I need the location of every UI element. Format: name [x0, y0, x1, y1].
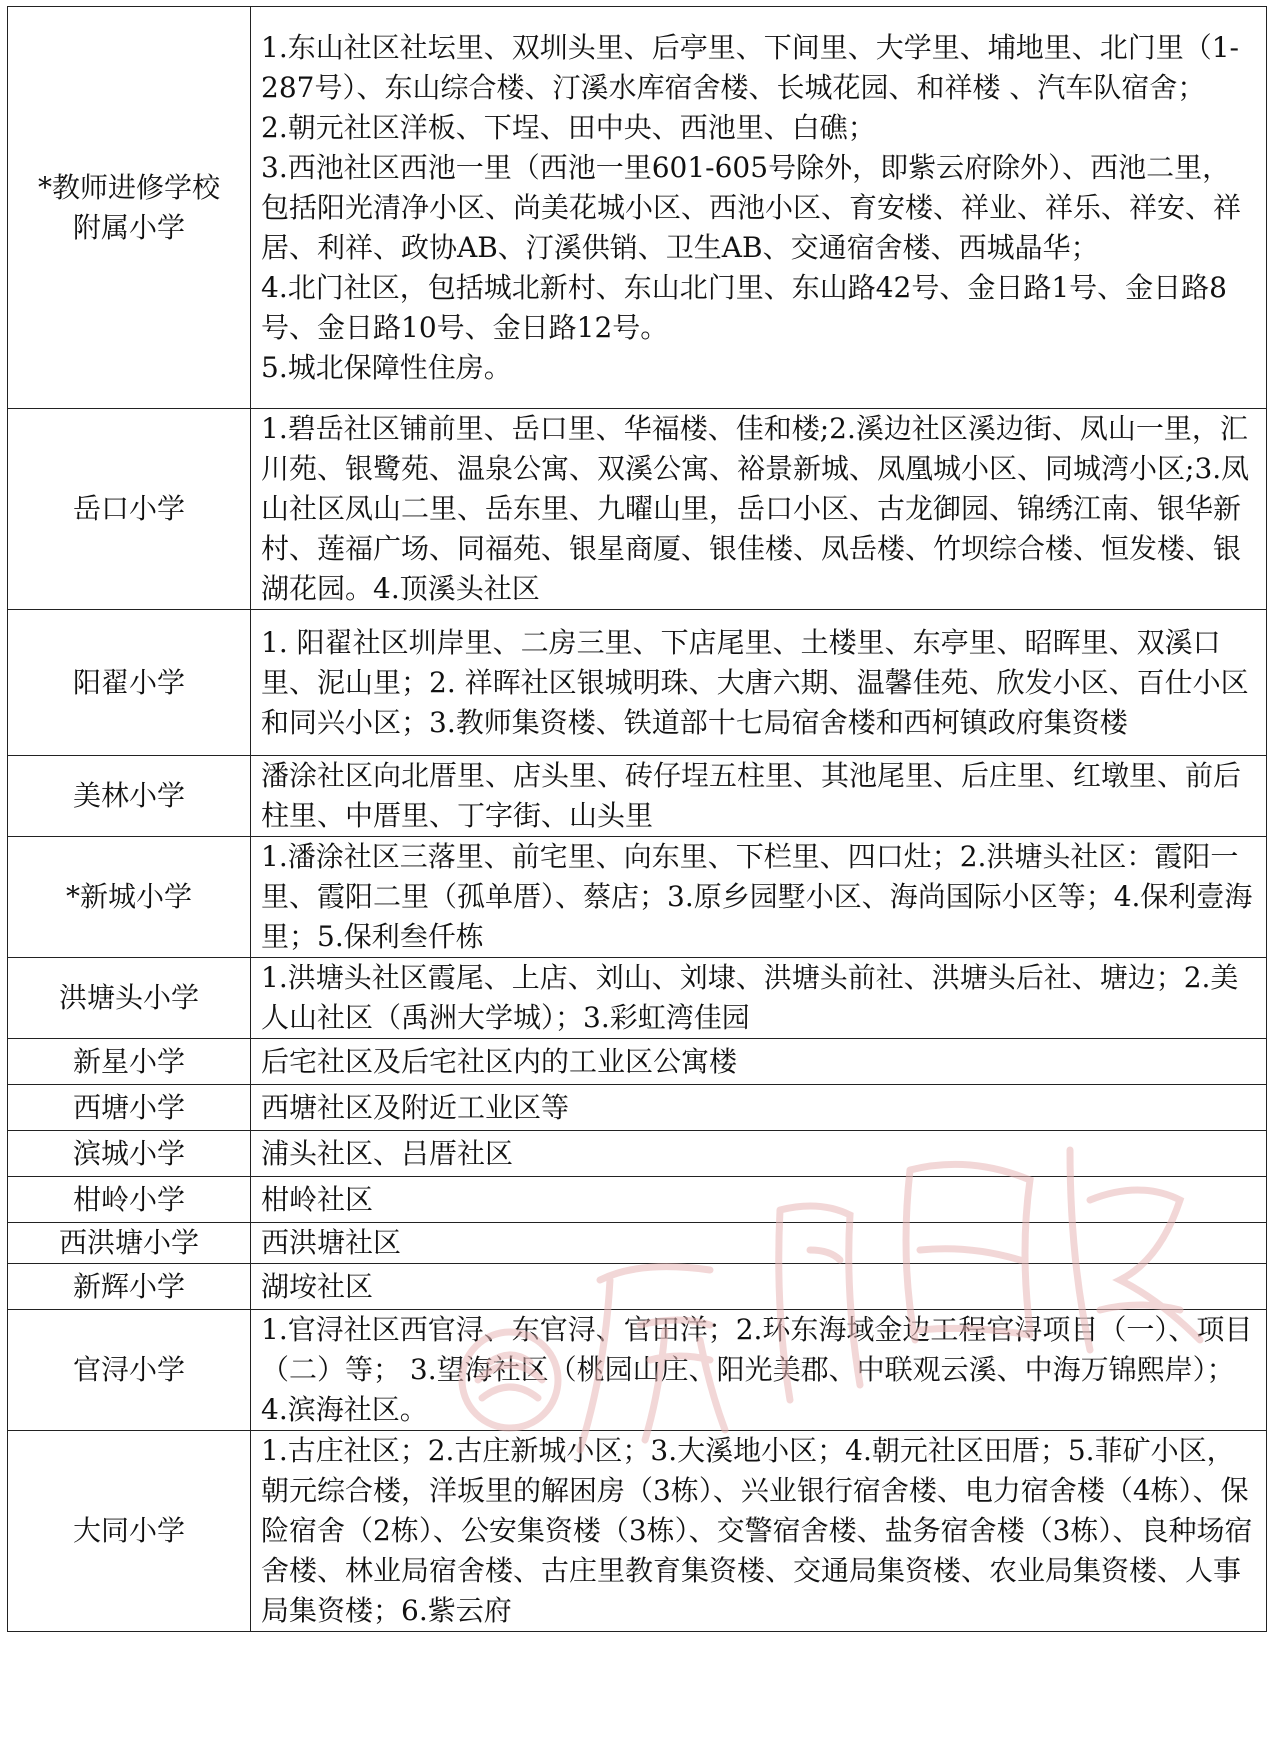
school-name-cell: *教师进修学校附属小学: [8, 7, 251, 409]
table-row: [8, 1264, 1267, 1310]
school-name-cell: 西洪塘小学: [8, 1223, 251, 1264]
service-area-cell: 后宅社区及后宅社区内的工业区公寓楼: [251, 1039, 1267, 1085]
service-area-cell: 西塘社区及附近工业区等: [251, 1085, 1267, 1131]
school-name-cell: 洪塘头小学: [8, 958, 251, 1039]
school-name-cell: 新星小学: [8, 1039, 251, 1085]
school-name-cell: *新城小学: [8, 837, 251, 958]
table-row: [8, 958, 1267, 1039]
table-row: [8, 610, 1267, 756]
school-name-cell: 美林小学: [8, 756, 251, 837]
school-name-cell: 滨城小学: [8, 1131, 251, 1177]
area-line: 2.朝元社区洋板、下埕、田中央、西池里、白礁；: [261, 110, 876, 144]
area-line: 5.城北保障性住房。: [261, 350, 512, 384]
table-row: [8, 1310, 1267, 1431]
service-area-cell: 1. 阳翟社区圳岸里、二房三里、下店尾里、土楼里、东亭里、昭晖里、双溪口里、泥山里；2. 祥晖社区银城明珠、大唐六期、温馨佳苑、欣发小区、百仕小区和同兴小区；3.教师集资楼、铁道部十七局宿舍楼和西柯镇政府集资楼: [251, 610, 1267, 756]
table-row: [8, 1085, 1267, 1131]
table-row: [8, 1431, 1267, 1632]
service-area-cell: 湖垵社区: [251, 1264, 1267, 1310]
service-area-cell: 潘涂社区向北厝里、店头里、砖仔埕五柱里、其池尾里、后庄里、红墩里、前后柱里、中厝里、丁字街、山头里: [251, 756, 1267, 837]
service-area-cell: 浦头社区、吕厝社区: [251, 1131, 1267, 1177]
school-name-cell: 官浔小学: [8, 1310, 251, 1431]
service-area-cell: [251, 7, 1267, 409]
school-name-cell: 阳翟小学: [8, 610, 251, 756]
school-name-cell: 大同小学: [8, 1431, 251, 1632]
service-area-cell: 1.官浔社区西官浔、东官浔、官田洋；2.环东海域金边工程官浔项目（一）、项目（二）等； 3.望海社区（桃园山庄、阳光美郡、中联观云溪、中海万锦熙岸）；4.滨海社区。: [251, 1310, 1267, 1431]
service-area-cell: 1.洪塘头社区霞尾、上店、刘山、刘埭、洪塘头前社、洪塘头后社、塘边；2.美人山社区（禹洲大学城）；3.彩虹湾佳园: [251, 958, 1267, 1039]
area-line: 3.西池社区西池一里（西池一里601-605号除外，即紫云府除外）、西池二里，包括阳光清净小区、尚美花城小区、西池小区、育安楼、祥业、祥乐、祥安、祥居、利祥、政协AB、汀溪供销、卫生AB、交通宿舍楼、西城晶华；: [261, 150, 1242, 264]
table-row: [8, 409, 1267, 610]
service-area-cell: 1.古庄社区；2.古庄新城小区；3.大溪地小区；4.朝元社区田厝；5.菲矿小区，朝元综合楼，洋坂里的解困房（3栋）、兴业银行宿舍楼、电力宿舍楼（4栋）、保险宿舍（2栋）、公安集资楼（3栋）、交警宿舍楼、盐务宿舍楼（3栋）、良种场宿舍楼、林业局宿舍楼、古庄里教育集资楼、交通局集资楼、农业局集资楼、人事局集资楼；6.紫云府: [251, 1431, 1267, 1632]
service-area-cell: 西洪塘社区: [251, 1223, 1267, 1264]
school-name-cell: 柑岭小学: [8, 1177, 251, 1223]
service-area-cell: 1.潘涂社区三落里、前宅里、向东里、下栏里、四口灶；2.洪塘头社区：霞阳一里、霞阳二里（孤单厝）、蔡店；3.原乡园墅小区、海尚国际小区等；4.保利壹海里；5.保利叁仟栋: [251, 837, 1267, 958]
school-name-cell: 西塘小学: [8, 1085, 251, 1131]
table-row: [8, 837, 1267, 958]
table-row: [8, 1039, 1267, 1085]
school-name-cell: 岳口小学: [8, 409, 251, 610]
area-line: 1.东山社区社坛里、双圳头里、后亭里、下间里、大学里、埔地里、北门里（1-287号）、东山综合楼、汀溪水库宿舍楼、长城花园、和祥楼 、汽车队宿舍；: [261, 30, 1239, 104]
enrollment-zone-table: [7, 6, 1267, 1632]
table-row: [8, 1131, 1267, 1177]
table-row: [8, 756, 1267, 837]
table-row: [8, 7, 1267, 409]
table-row: [8, 1223, 1267, 1264]
service-area-cell: 1.碧岳社区铺前里、岳口里、华福楼、佳和楼;2.溪边社区溪边街、凤山一里，汇川苑、银鹭苑、温泉公寓、双溪公寓、裕景新城、凤凰城小区、同城湾小区;3.凤山社区凤山二里、岳东里、九曜山里，岳口小区、古龙御园、锦绣江南、银华新村、莲福广场、同福苑、银星商厦、银佳楼、凤岳楼、竹坝综合楼、恒发楼、银湖花园。4.顶溪头社区: [251, 409, 1267, 610]
table-body: [8, 7, 1267, 1632]
service-area-cell: 柑岭社区: [251, 1177, 1267, 1223]
school-name-cell: 新辉小学: [8, 1264, 251, 1310]
area-line: 4.北门社区，包括城北新村、东山北门里、东山路42号、金日路1号、金日路8号、金日路10号、金日路12号。: [261, 270, 1227, 344]
table-row: [8, 1177, 1267, 1223]
